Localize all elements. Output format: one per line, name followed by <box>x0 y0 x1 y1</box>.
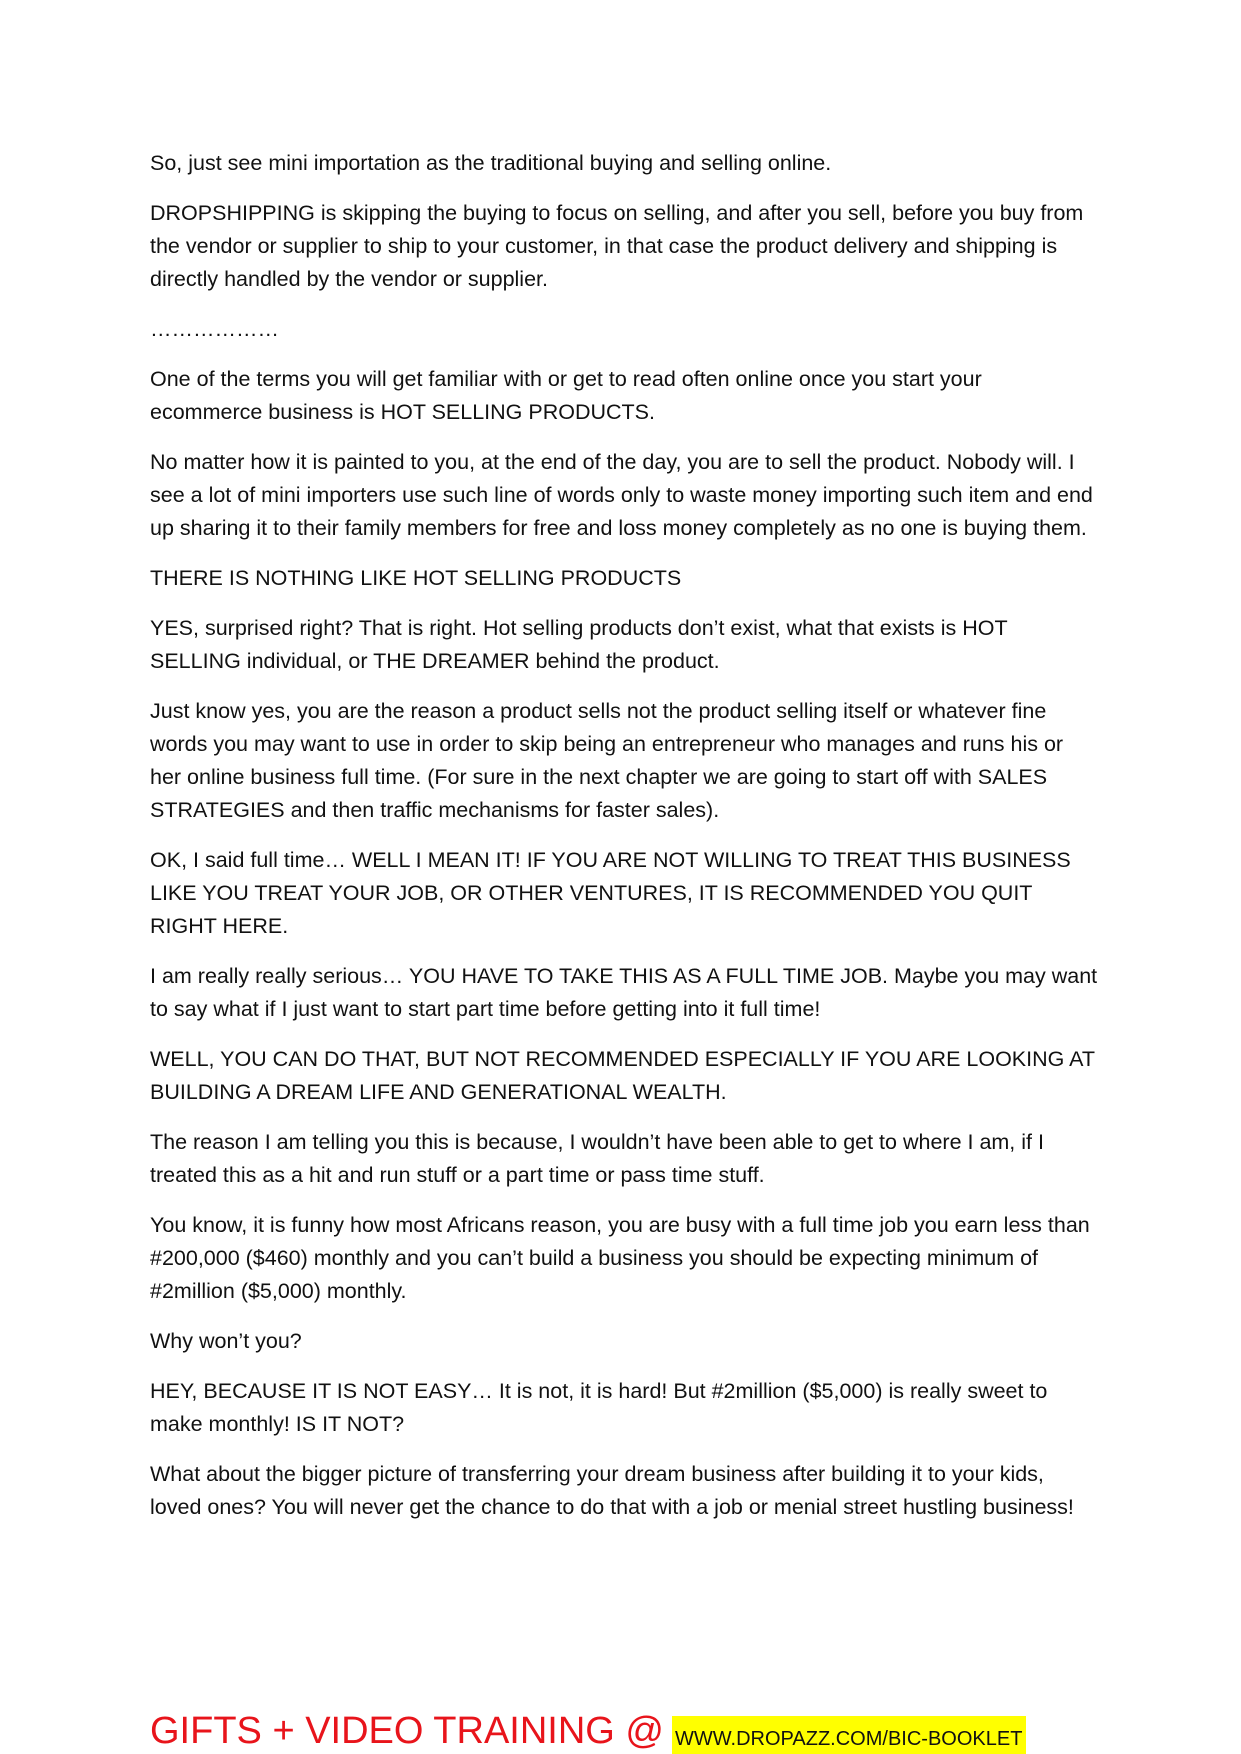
paragraph-full-time: OK, I said full time… WELL I MEAN IT! IF YOU ARE NOT WILLING TO TREAT THIS BUSINESS LIKE YOU TREAT YOUR JOB, OR OTHER VENTURES, IT IS RECOMMENDED YOU QUIT RIGHT HERE. <box>150 848 1071 938</box>
paragraph-really-serious: I am really really serious… YOU HAVE TO TAKE THIS AS A FULL TIME JOB. Maybe you may want to say what if I just want to start part time before getting into it full time! <box>150 964 1098 1021</box>
paragraph-why-wont-you: Why won’t you? <box>150 1329 302 1353</box>
paragraph-well-you-can: WELL, YOU CAN DO THAT, BUT NOT RECOMMENDED ESPECIALLY IF YOU ARE LOOKING AT BUILDING A DREAM LIFE AND GENERATIONAL WEALTH. <box>150 1047 1095 1104</box>
paragraph-you-know: You know, it is funny how most Africans reason, you are busy with a full time job you earn less than #200,000 ($460) monthly and you can’t build a business you should be expecting minimum of #2million ($5,000) monthly. <box>150 1213 1090 1303</box>
footer-booklet-link[interactable]: WWW.DROPAZZ.COM/BIC-BOOKLET <box>672 1716 1026 1754</box>
paragraph-hot-selling-terms: One of the terms you will get familiar with or get to read often online once you start your ecommerce business is HOT SELLING PRODUCTS. <box>150 367 982 424</box>
paragraph-just-know: Just know yes, you are the reason a product sells not the product selling itself or whatever fine words you may want to use in order to skip being an entrepreneur who manages and runs his or her online business full time. (For sure in the next chapter we are going to start off with SALES STRATEGIES and then traffic mechanisms for faster sales). <box>150 699 1064 822</box>
paragraph-the-reason: The reason I am telling you this is because, I wouldn’t have been able to get to where I am, if I treated this as a hit and run stuff or a part time or pass time stuff. <box>150 1130 1044 1187</box>
footer-banner <box>150 1706 1241 1754</box>
paragraph-yes-surprised: YES, surprised right? That is right. Hot selling products don’t exist, what that exists is HOT SELLING individual, or THE DREAMER behind the product. <box>150 616 1008 673</box>
paragraph-mini-importation: So, just see mini importation as the traditional buying and selling online. <box>150 151 832 175</box>
paragraph-dropshipping: DROPSHIPPING is skipping the buying to focus on selling, and after you sell, before you buy from the vendor or supplier to ship to your customer, in that case the product delivery and shipping is directly handled by the vendor or supplier. <box>150 201 1084 291</box>
paragraph-nothing-like-hot-selling: THERE IS NOTHING LIKE HOT SELLING PRODUCTS <box>150 566 682 590</box>
paragraph-separator: ……………… <box>150 317 279 341</box>
paragraph-no-matter: No matter how it is painted to you, at the end of the day, you are to sell the product. Nobody will. I see a lot of mini importers use such line of words only to waste money importing such item and end up sharing it to their family members for free and loss money completely as no one is buying them. <box>150 450 1093 540</box>
paragraph-bigger-picture: What about the bigger picture of transferring your dream business after building it to your kids, loved ones? You will never get the chance to do that with a job or menial street hustling business! <box>150 1462 1074 1519</box>
paragraph-not-easy: HEY, BECAUSE IT IS NOT EASY… It is not, it is hard! But #2million ($5,000) is really sweet to make monthly! IS IT NOT? <box>150 1379 1048 1436</box>
document-body <box>150 147 1100 1541</box>
footer-gifts-label: GIFTS + VIDEO TRAINING @ <box>150 1710 665 1752</box>
